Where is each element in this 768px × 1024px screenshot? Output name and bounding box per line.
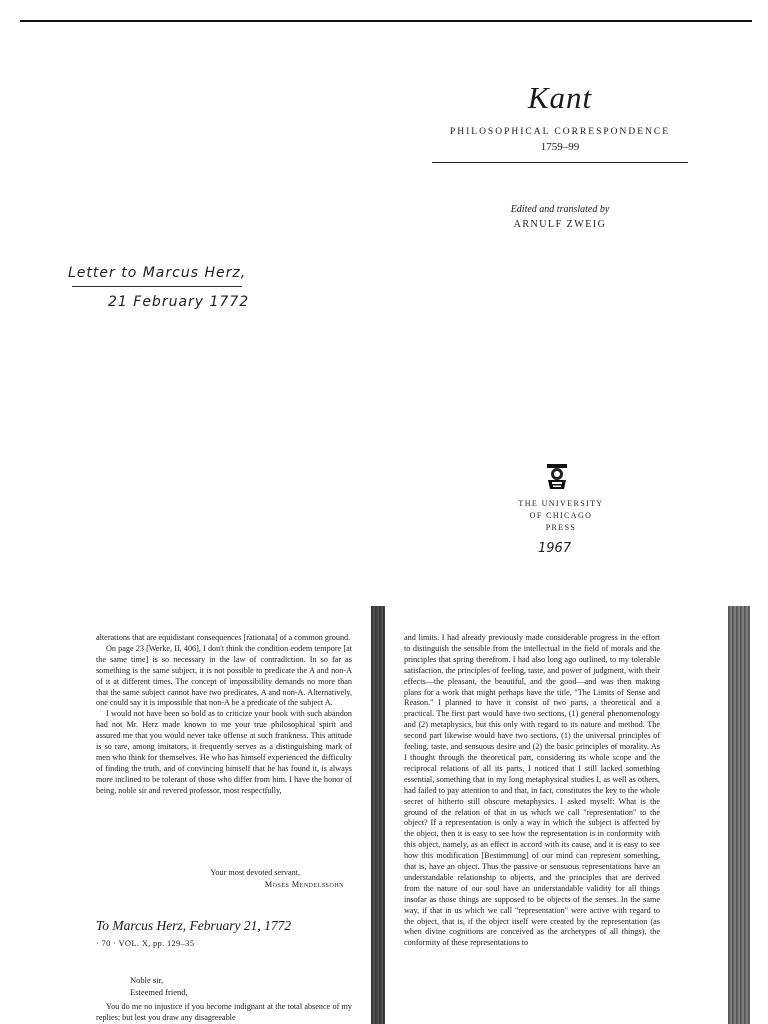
handwritten-underline [72, 286, 242, 287]
salutation-line-1: Noble sir, [130, 975, 164, 985]
letter-salutation [130, 975, 188, 998]
letter-reference: · 70 · VOL. X, pp. 129–35 [96, 938, 195, 948]
publisher-line-1: THE UNIVERSITY [518, 499, 604, 508]
book-title: Kant [527, 80, 593, 115]
salutation-line-2: Esteemed friend, [130, 986, 188, 997]
book-subtitle: PHILOSOPHICAL CORRESPONDENCE [449, 127, 671, 137]
top-rule [20, 20, 752, 22]
letter-closing: Your most devoted servant, [210, 868, 300, 877]
left-text-column [96, 633, 352, 797]
letter-signature: Moses Mendelssohn [264, 880, 344, 889]
letter-heading: To Marcus Herz, February 21, 1772 [96, 918, 292, 933]
publisher-line-2: OF CHICAGO [529, 511, 593, 520]
press-emblem-icon [544, 462, 570, 492]
paragraph: alterations that are equidistant consequences [rationata] of a common ground. [96, 633, 351, 642]
right-text-column: and limits. I had already previously made considerable progress in the effort to distinguish the sensible from the intellectual in the field of morals and the principles that spring therefrom. I had also long ago outlined, to my tolerable satisfaction, the principles of feeling, taste, and power of judgment, with their effects—the pleasant, the beautiful, and the good—and was then making plans for a work that might perhaps have the title, "The Limits of Sense and Reason." I planned to have it consist of two parts, a theoretical and a practical. The first part would have two sections, (1) general phenomenology and (2) metaphysics, but this only with regard to its nature and method. The second part likewise would have two sections, (1) the universal principles of feeling, taste, and sensuous desire and (2) the basic principles of morality. As I thought through the theoretical part, considering its whole scope and the reciprocal relations of all its parts, I noticed that I still lacked something essential, something that in my long metaphysical studies I, as well as others, had failed to pay attention to and that, in fact, constitutes the key to the whole secret of hitherto still obscure metaphysics. I asked myself: What is the ground of the relation of that in us which we call "representation" to the object? If a representation is only a way in which the subject is affected by the object, then it is easy to see how the representation is in conformity with this object, namely, as an effect in accord with its cause, and it is easy to see how this modification [Bestimmung] of our mind can represent something, that is, have an object. Thus the passive or sensuous representations have an understandable relationship to objects, and the principles that are derived from the nature of our soul have an understandable validity for all things insofar as those things are supposed to be objects of the senses. In the same way, if that in us which we call "representation" were active with regard to the object, that is, if the object itself were created by the representation (as when divine cognitions are conceived as the archetypes of all things), the conformity of these representations to [404, 633, 660, 948]
handwritten-note-line-1: Letter to Marcus Herz, [68, 265, 247, 281]
publisher-line-3: PRESS [545, 523, 577, 532]
paragraph: I would not have been so bold as to criticize your book with such abandon had not Mr. Herz made known to me your true philosophical spirit and assured me that you would never take offense at such frankness. This attitude is so rare, among imitators, it frequently serves as a distinguishing mark of men who think for themselves. He who has himself experienced the difficulty of finding the truth, and of convincing himself that he has found it, is always more inclined to be tolerant of those who differ from him. I have the honor of being, noble sir and revered professor, most respectfully, [96, 709, 352, 795]
book-years: 1759–99 [540, 141, 580, 153]
letter-body: You do me no injustice if you become indignant at the total absence of my replies; but lest you draw any disagreeable [96, 1002, 352, 1022]
editor-name: ARNULF ZWEIG [513, 219, 607, 230]
publisher-imprint [496, 498, 626, 534]
handwritten-note-line-2: 21 February 1772 [108, 294, 250, 310]
handwritten-year: 1967 [538, 541, 572, 556]
book-gutter [371, 606, 385, 1024]
page-edge [728, 606, 750, 1024]
paragraph: On page 23 [Werke, II, 406], I don't think the condition eodem tempore [at the same time] is so necessary in the law of contradiction. In so far as something is the same subject, it is not possible to predicate the A and non-A of it at different times. The concept of impossibility demands no more than that the same subject cannot have two predicates, A and non-A. Alternatively, one could say it is impossible that non-A be a predicate of the subject A. [96, 643, 352, 708]
edited-by-line: Edited and translated by [510, 204, 610, 215]
title-rule [432, 162, 688, 163]
